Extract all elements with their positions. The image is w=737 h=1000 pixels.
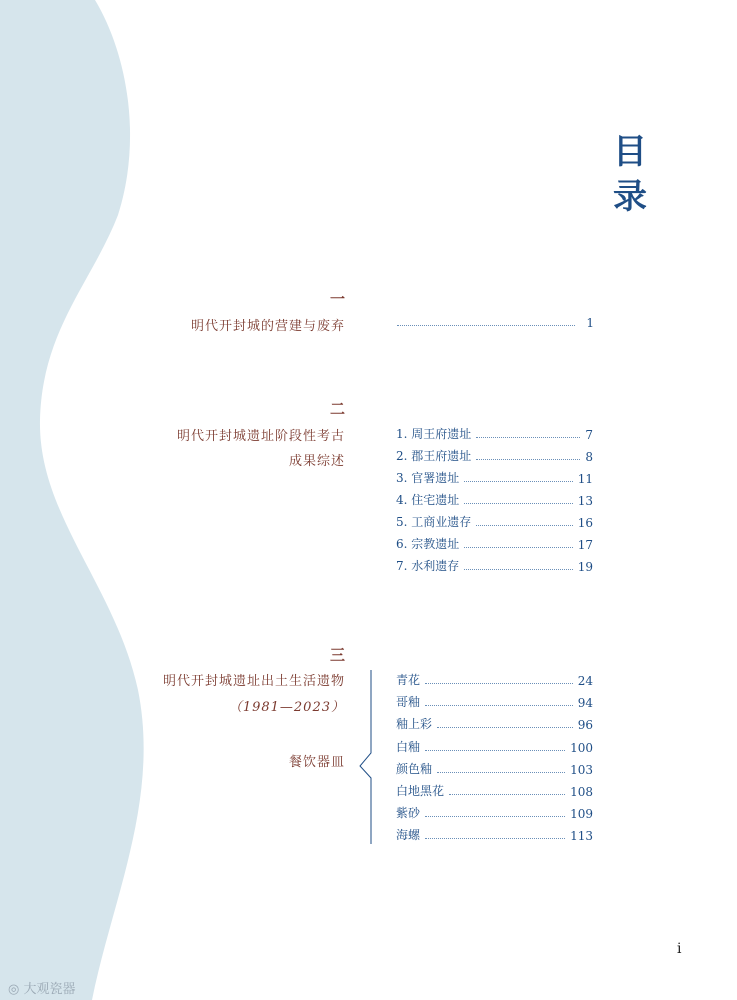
- section-3-bracket: [355, 668, 375, 846]
- entry-label: 白地黑花: [396, 784, 445, 798]
- section-1-title[interactable]: 明代开封城的营建与废弃: [190, 319, 345, 334]
- toc-title-char-2: 录: [613, 177, 647, 217]
- entry-leader: [476, 437, 580, 438]
- section-3-number: 三: [329, 646, 345, 664]
- entry-label: 海螺: [396, 828, 421, 842]
- section-1-page[interactable]: 1: [586, 316, 594, 330]
- entry-label: 紫砂: [396, 806, 421, 820]
- toc-entry[interactable]: [396, 827, 593, 843]
- entry-page: 113: [570, 829, 593, 843]
- entry-page: 24: [577, 674, 593, 688]
- toc-entry[interactable]: [396, 492, 593, 508]
- section-2-title-line-1[interactable]: 明代开封城遗址阶段性考古: [176, 429, 345, 444]
- toc-entry[interactable]: [396, 558, 593, 574]
- entry-page: 19: [577, 560, 593, 574]
- entry-leader: [464, 503, 572, 504]
- entry-leader: [425, 838, 565, 839]
- entry-page: 17: [577, 538, 593, 552]
- entry-label: 5. 工商业遗存: [396, 515, 472, 529]
- entry-label: 青花: [396, 673, 421, 687]
- page-number: i: [677, 941, 682, 957]
- entry-label: 3. 官署遗址: [396, 471, 460, 485]
- entry-page: 109: [570, 807, 593, 821]
- entry-page: 16: [577, 516, 593, 530]
- section-1-number: 一: [329, 290, 345, 308]
- entry-label: 6. 宗教遗址: [396, 537, 460, 551]
- entry-page: 103: [570, 763, 593, 777]
- watermark-logo-icon: ◎: [8, 982, 24, 997]
- entry-page: 8: [585, 450, 593, 464]
- toc-entry[interactable]: [396, 536, 593, 552]
- toc-entry[interactable]: [396, 426, 593, 442]
- entry-leader: [476, 459, 580, 460]
- entry-leader: [425, 705, 573, 706]
- toc-title-char-1: 目: [613, 132, 647, 172]
- section-3-subheading[interactable]: 餐饮器皿: [288, 755, 345, 770]
- entry-label: 颜色釉: [396, 762, 433, 776]
- entry-leader: [464, 569, 572, 570]
- section-2-number: 二: [329, 400, 345, 418]
- entry-page: 7: [585, 428, 593, 442]
- entry-leader: [476, 525, 572, 526]
- entry-page: 108: [570, 785, 593, 799]
- entry-label: 白釉: [396, 740, 421, 754]
- section-3-title-line-2: （1981—2023）: [228, 700, 345, 715]
- toc-entry[interactable]: [396, 805, 593, 821]
- entry-page: 100: [570, 741, 593, 755]
- toc-entry[interactable]: [396, 514, 593, 530]
- toc-entry[interactable]: [396, 694, 593, 710]
- entry-leader: [425, 683, 573, 684]
- entry-leader: [425, 750, 565, 751]
- watermark: [8, 978, 76, 997]
- entry-label: 4. 住宅遗址: [396, 493, 460, 507]
- entry-page: 13: [577, 494, 593, 508]
- toc-entry[interactable]: [396, 672, 593, 688]
- entry-leader: [437, 772, 565, 773]
- entry-label: 2. 郡王府遗址: [396, 449, 472, 463]
- toc-entry[interactable]: [396, 448, 593, 464]
- entry-label: 1. 周王府遗址: [396, 427, 472, 441]
- entry-leader: [449, 794, 565, 795]
- toc-entry[interactable]: [396, 739, 593, 755]
- section-2-title-line-2[interactable]: 成果综述: [288, 454, 345, 469]
- entry-label: 7. 水利遗存: [396, 559, 460, 573]
- entry-page: 96: [577, 718, 593, 732]
- entry-leader: [464, 547, 572, 548]
- entry-leader: [425, 816, 565, 817]
- toc-entry[interactable]: [396, 470, 593, 486]
- entry-page: 11: [577, 472, 593, 486]
- toc-entry[interactable]: [396, 716, 593, 732]
- entry-label: 哥釉: [396, 695, 421, 709]
- toc-entry[interactable]: [396, 783, 593, 799]
- toc-entry[interactable]: [396, 761, 593, 777]
- entry-leader: [437, 727, 573, 728]
- watermark-text: 大观瓷器: [23, 982, 76, 997]
- entry-leader: [464, 481, 572, 482]
- entry-page: 94: [577, 696, 593, 710]
- section-1-leader: [397, 325, 575, 326]
- section-3-title-line-1[interactable]: 明代开封城遗址出土生活遗物: [162, 674, 345, 689]
- entry-label: 釉上彩: [396, 717, 433, 731]
